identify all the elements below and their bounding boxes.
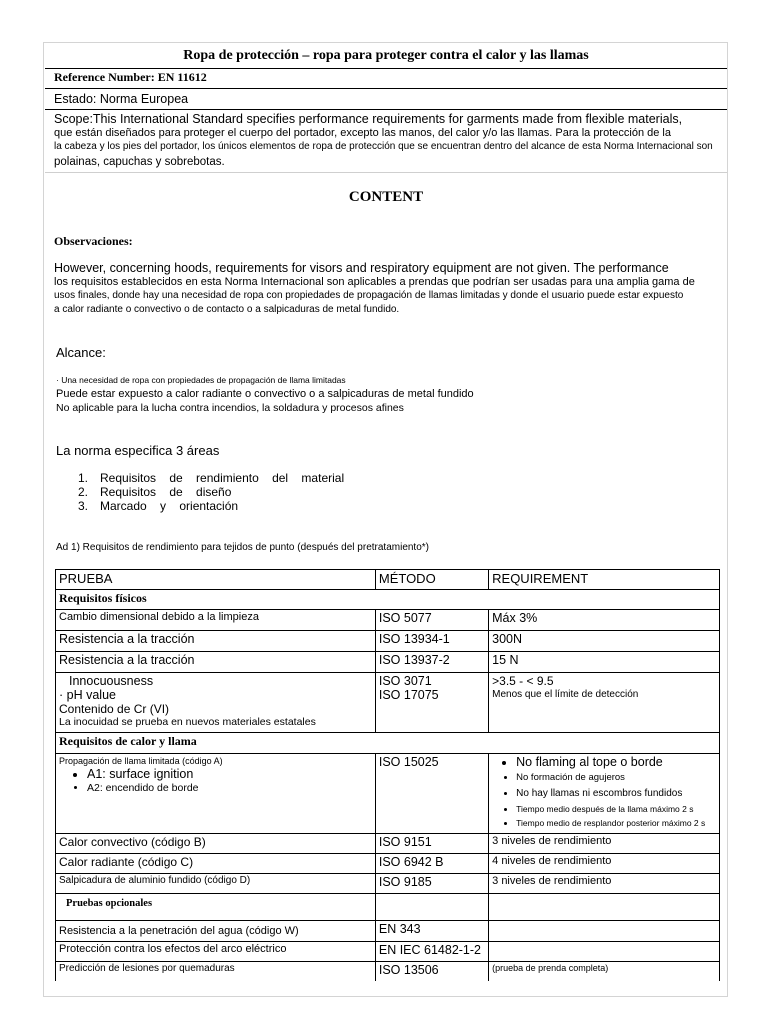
cell-requirement: 4 niveles de rendimiento — [489, 854, 720, 874]
scope-line: polainas, capuchas y sobrebotas. — [54, 156, 225, 168]
cell-metodo: ISO 9185 — [375, 874, 488, 894]
cell-metodo: ISO 5077 — [375, 610, 488, 631]
content-heading: CONTENT — [348, 189, 424, 205]
cell-metodo: ISO 13506 — [375, 962, 488, 981]
areas-heading: La norma especifica 3 áreas — [56, 443, 220, 458]
empty-cell — [489, 894, 720, 921]
alcance-line: · Una necesidad de ropa con propiedades de propagación de llama limitadas — [56, 375, 346, 385]
table-row — [56, 834, 720, 854]
section-row — [56, 590, 720, 610]
list-item: • No flaming al tope o borde — [516, 755, 716, 770]
code-a-list — [59, 767, 372, 795]
divider — [45, 109, 727, 110]
section-calor: Requisitos de calor y llama — [56, 733, 720, 754]
header-metodo: MÉTODO — [375, 570, 488, 590]
cr-label: Contenido de Cr (VI) — [59, 702, 170, 716]
cell-metodo: ISO 15025 — [375, 754, 488, 834]
ph-label: · pH value — [59, 688, 116, 702]
observaciones-line: a calor radiante o convectivo o de contacto o a salpicaduras de metal fundido. — [54, 304, 400, 315]
method-iso3071: ISO 3071 — [378, 674, 432, 688]
list-number: 1. — [78, 471, 89, 485]
cell-prueba: Salpicadura de aluminio fundido (código D) — [56, 874, 376, 894]
cell-requirement — [489, 673, 720, 733]
reference-number: Reference Number: EN 11612 — [54, 70, 207, 84]
section-opcionales: Pruebas opcionales — [56, 894, 376, 921]
list-item: • Tiempo medio después de la llama máximo 2 s — [516, 802, 716, 816]
propagacion-label: Propagación de llama limitada (código A) — [59, 756, 223, 766]
list-item: • A1: surface ignition — [87, 767, 372, 782]
cell-prueba: Protección contra los efectos del arco eléctrico — [56, 942, 376, 962]
list-item — [78, 471, 344, 485]
table-row — [56, 854, 720, 874]
cell-prueba: Resistencia a la penetración del agua (código W) — [56, 921, 376, 942]
cell-metodo: ISO 13937-2 — [375, 652, 488, 673]
scope-line: la cabeza y los pies del portador, los únicos elementos de ropa de protección que se encuentran dentro del alcance de esta Norma Internacional son — [54, 141, 713, 152]
list-item: • No formación de agujeros — [516, 770, 716, 785]
observaciones-line: However, concerning hoods, requirements for visors and respiratory equipment are not given. The performance — [54, 261, 669, 275]
cell-requirement — [489, 754, 720, 834]
divider — [45, 172, 727, 173]
list-item — [78, 485, 231, 499]
cell-prueba: Cambio dimensional debido a la limpieza — [56, 610, 376, 631]
alcance-line: Puede estar expuesto a calor radiante o convectivo o a salpicaduras de metal fundido — [56, 388, 474, 400]
cell-prueba: Predicción de lesiones por quemaduras — [56, 962, 376, 981]
divider — [45, 68, 727, 69]
cell-prueba: Calor convectivo (código B) — [56, 834, 376, 854]
list-item: • A2: encendido de borde — [87, 782, 372, 795]
observaciones-heading: Observaciones: — [54, 234, 133, 248]
inocuidad-note: La inocuidad se prueba en nuevos materiales estatales — [59, 716, 316, 728]
document-title: Ropa de protección – ropa para proteger contra el calor y las llamas — [183, 48, 589, 63]
method-iso17075: ISO 17075 — [378, 688, 439, 702]
section-row — [56, 894, 720, 921]
table-row — [56, 754, 720, 834]
cell-prueba: Calor radiante (código C) — [56, 854, 376, 874]
table-row — [56, 652, 720, 673]
cell-prueba: Resistencia a la tracción — [56, 652, 376, 673]
estado: Estado: Norma Europea — [54, 92, 189, 106]
flame-requirements-list — [492, 755, 716, 831]
divider — [45, 88, 727, 89]
list-number: 2. — [78, 485, 89, 499]
cell-requirement: (prueba de prenda completa) — [489, 962, 720, 981]
list-item: • No hay llamas ni escombros fundidos — [516, 785, 716, 802]
innocuousness-label: Innocuousness — [69, 674, 154, 688]
table-row — [56, 631, 720, 652]
table-row — [56, 874, 720, 894]
cell-requirement: Máx 3% — [489, 610, 720, 631]
alcance-heading: Alcance: — [56, 345, 106, 360]
list-text: Marcado y orientación — [100, 499, 239, 513]
cell-requirement: 300N — [489, 631, 720, 652]
section-row — [56, 733, 720, 754]
cell-requirement: 3 niveles de rendimiento — [489, 834, 720, 854]
list-item: • Tiempo medio de resplandor posterior máximo 2 s — [516, 816, 716, 831]
scope-line: que están diseñados para proteger el cuerpo del portador, excepto las manos, del calor y/o las llamas. Para la protección de la — [54, 127, 671, 139]
cell-metodo: ISO 13934-1 — [375, 631, 488, 652]
cell-prueba — [56, 754, 376, 834]
table-row — [56, 942, 720, 962]
empty-cell — [375, 894, 488, 921]
cell-requirement: 15 N — [489, 652, 720, 673]
list-text: Requisitos de rendimiento del material — [100, 471, 345, 485]
cell-requirement — [489, 921, 720, 942]
scope-line: Scope:This International Standard specifies performance requirements for garments made from flexible materials, — [54, 112, 683, 126]
list-item — [78, 499, 238, 513]
cell-prueba: Resistencia a la tracción — [56, 631, 376, 652]
table-row — [56, 962, 720, 981]
table-row — [56, 673, 720, 733]
cell-prueba — [56, 673, 376, 733]
table-row — [56, 610, 720, 631]
cell-metodo — [375, 673, 488, 733]
list-number: 3. — [78, 499, 89, 513]
cell-requirement — [489, 942, 720, 962]
table-header-row — [56, 570, 720, 590]
list-text: Requisitos de diseño — [100, 485, 232, 499]
observaciones-line: usos finales, donde hay una necesidad de ropa con propiedades de propagación de llamas limitadas y donde el usuario puede estar expuesto — [54, 290, 684, 301]
cell-metodo: ISO 9151 — [375, 834, 488, 854]
cell-metodo: EN 343 — [375, 921, 488, 942]
section-fisicos: Requisitos físicos — [56, 590, 720, 610]
cell-requirement: 3 niveles de rendimiento — [489, 874, 720, 894]
table-row — [56, 921, 720, 942]
ad1-caption: Ad 1) Requisitos de rendimiento para tejidos de punto (después del pretratamiento*) — [56, 542, 429, 553]
ph-range: >3.5 - < 9.5 — [492, 674, 554, 688]
alcance-line: No aplicable para la lucha contra incendios, la soldadura y procesos afines — [56, 402, 404, 414]
cell-metodo: ISO 6942 B — [375, 854, 488, 874]
requirements-table — [55, 569, 720, 981]
header-prueba: PRUEBA — [56, 570, 376, 590]
cr-limit: Menos que el límite de detección — [492, 689, 639, 700]
observaciones-line: los requisitos establecidos en esta Norma Internacional son aplicables a prendas que podrían ser usadas para una amplia gama de — [54, 276, 695, 288]
header-requirement: REQUIREMENT — [489, 570, 720, 590]
cell-metodo: EN IEC 61482-1-2 — [375, 942, 488, 962]
